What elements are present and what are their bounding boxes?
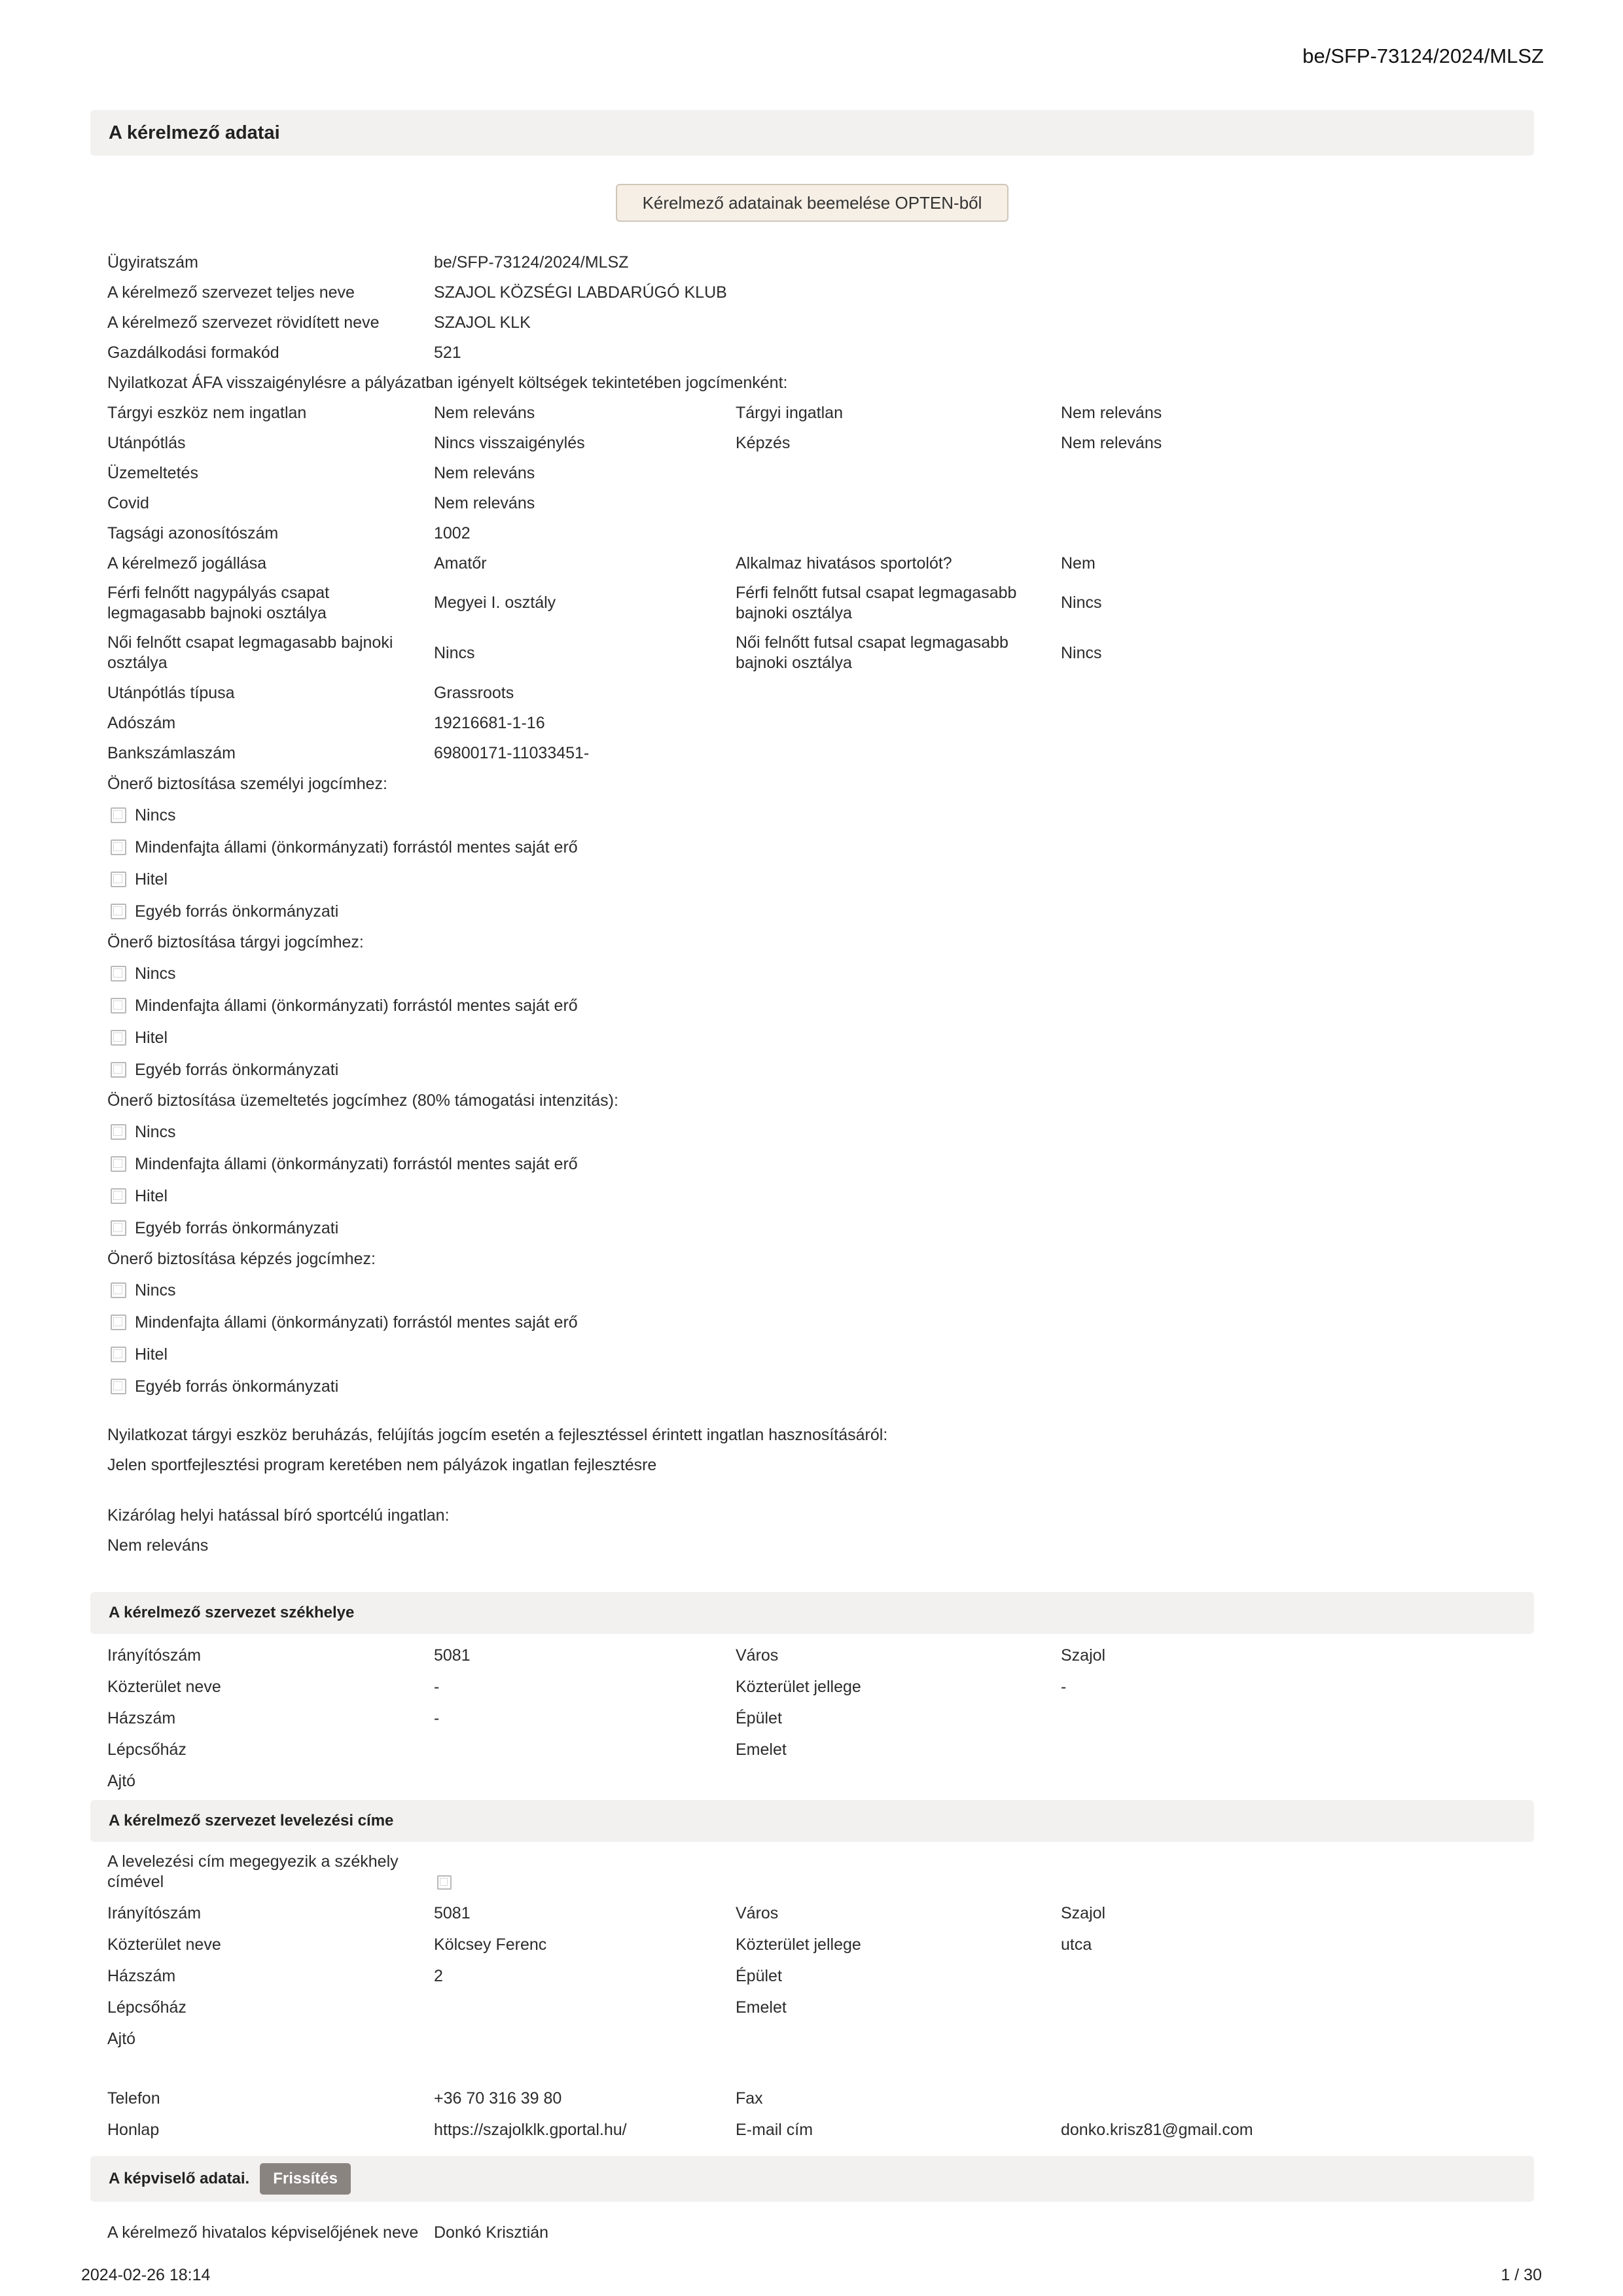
men-league-value: Megyei I. osztály bbox=[434, 593, 556, 612]
men-futsal-league-value: Nincs bbox=[1061, 593, 1102, 612]
vat-statement-heading: Nyilatkozat ÁFA visszaigénylésre a pályázatban igényelt költségek tekintetében jogcímenként: bbox=[107, 374, 788, 392]
mail-building-label: Épület bbox=[736, 1967, 782, 1985]
document-reference: be/SFP-73124/2024/MLSZ bbox=[1302, 44, 1544, 67]
own-funds-option-label: Mindenfajta állami (önkormányzati) forrástól mentes saját erő bbox=[135, 997, 578, 1015]
own-funds-option-label: Egyéb forrás önkormányzati bbox=[135, 1219, 339, 1237]
form-code-value: 521 bbox=[434, 344, 461, 362]
representative-name-label: A kérelmező hivatalos képviselőjének neve bbox=[107, 2223, 419, 2242]
vat-value: Nem releváns bbox=[434, 464, 535, 482]
own-funds-checkbox[interactable] bbox=[111, 1062, 126, 1078]
own-funds-option-label: Hitel bbox=[135, 1187, 168, 1205]
mail-street-type-label: Közterület jellege bbox=[736, 1935, 861, 1954]
form-code-label: Gazdálkodási formakód bbox=[107, 344, 279, 362]
own-funds-checkbox[interactable] bbox=[111, 998, 126, 1014]
vat-value: Nem releváns bbox=[1061, 434, 1162, 452]
own-funds-option-label: Hitel bbox=[135, 870, 168, 889]
own-funds-checkbox[interactable] bbox=[111, 904, 126, 919]
men-league-label: Férfi felnőtt nagypályás csapat legmagasabb bajnoki osztálya bbox=[107, 584, 330, 622]
own-funds-checkbox[interactable] bbox=[111, 1156, 126, 1172]
women-league-label: Női felnőtt csapat legmagasabb bajnoki osztálya bbox=[107, 633, 393, 672]
property-statement-value: Jelen sportfejlesztési program keretében nem pályázok ingatlan fejlesztésre bbox=[107, 1456, 657, 1474]
representative-title: A képviselő adatai. bbox=[109, 2170, 250, 2187]
own-funds-option-label: Hitel bbox=[135, 1029, 168, 1047]
case-number-value: be/SFP-73124/2024/MLSZ bbox=[434, 253, 629, 272]
vat-value: Nem releváns bbox=[434, 404, 535, 422]
mail-same-checkbox[interactable] bbox=[437, 1875, 452, 1890]
phone-label: Telefon bbox=[107, 2089, 160, 2108]
seat-door-label: Ajtó bbox=[107, 1772, 136, 1790]
full-name-value: SZAJOL KÖZSÉGI LABDARÚGÓ KLUB bbox=[434, 283, 727, 302]
mail-door-label: Ajtó bbox=[107, 2030, 136, 2048]
own-funds-option-label: Mindenfajta állami (önkormányzati) forrástól mentes saját erő bbox=[135, 1155, 578, 1173]
short-name-label: A kérelmező szervezet rövidített neve bbox=[107, 313, 380, 332]
seat-zip-label: Irányítószám bbox=[107, 1646, 202, 1665]
property-statement-heading: Nyilatkozat tárgyi eszköz beruházás, felújítás jogcím esetén a fejlesztéssel érintett ingatlan hasznosításáról: bbox=[107, 1426, 888, 1444]
seat-floor-label: Emelet bbox=[736, 1740, 787, 1759]
short-name-value: SZAJOL KLK bbox=[434, 313, 531, 332]
email-value: donko.krisz81@gmail.com bbox=[1061, 2121, 1253, 2139]
own-funds-checkbox[interactable] bbox=[111, 1030, 126, 1046]
own-funds-heading: Önerő biztosítása személyi jogcímhez: bbox=[107, 775, 387, 793]
website-label: Honlap bbox=[107, 2121, 160, 2139]
own-funds-option-label: Nincs bbox=[135, 964, 176, 983]
section-header-mailing: A kérelmező szervezet levelezési címe bbox=[90, 1800, 1534, 1842]
legal-status-label: A kérelmező jogállása bbox=[107, 554, 267, 573]
own-funds-checkbox[interactable] bbox=[111, 807, 126, 823]
mail-floor-label: Emelet bbox=[736, 1998, 787, 2017]
footer-datetime: 2024-02-26 18:14 bbox=[81, 2266, 211, 2284]
seat-street-label: Közterület neve bbox=[107, 1678, 221, 1696]
vat-label: Képzés bbox=[736, 434, 791, 452]
own-funds-checkbox[interactable] bbox=[111, 1379, 126, 1394]
seat-zip-value: 5081 bbox=[434, 1646, 471, 1665]
women-league-value: Nincs bbox=[434, 644, 475, 662]
vat-value: Nincs visszaigénylés bbox=[434, 434, 585, 452]
phone-value: +36 70 316 39 80 bbox=[434, 2089, 562, 2108]
seat-street-value: - bbox=[434, 1678, 440, 1696]
tax-number-value: 19216681-1-16 bbox=[434, 714, 545, 732]
seat-stair-label: Lépcsőház bbox=[107, 1740, 187, 1759]
mail-zip-label: Irányítószám bbox=[107, 1904, 202, 1922]
seat-city-label: Város bbox=[736, 1646, 779, 1665]
own-funds-option-label: Egyéb forrás önkormányzati bbox=[135, 1061, 339, 1079]
own-funds-checkbox[interactable] bbox=[111, 1347, 126, 1362]
professional-athlete-value: Nem bbox=[1061, 554, 1096, 573]
member-id-value: 1002 bbox=[434, 524, 471, 542]
refresh-button[interactable]: Frissítés bbox=[260, 2163, 351, 2195]
vat-label: Üzemeltetés bbox=[107, 464, 198, 482]
seat-house-label: Házszám bbox=[107, 1709, 176, 1727]
local-impact-value: Nem releváns bbox=[107, 1536, 209, 1555]
mail-house-label: Házszám bbox=[107, 1967, 176, 1985]
mail-street-value: Kölcsey Ferenc bbox=[434, 1935, 547, 1954]
own-funds-option-label: Egyéb forrás önkormányzati bbox=[135, 902, 339, 921]
member-id-label: Tagsági azonosítószám bbox=[107, 524, 279, 542]
section-header-representative bbox=[90, 2156, 1534, 2202]
own-funds-heading: Önerő biztosítása képzés jogcímhez: bbox=[107, 1250, 376, 1268]
section-header-applicant: A kérelmező adatai bbox=[90, 110, 1534, 156]
own-funds-option-label: Mindenfajta állami (önkormányzati) forrástól mentes saját erő bbox=[135, 1313, 578, 1332]
bank-account-value: 69800171-11033451- bbox=[434, 744, 590, 762]
section-header-seat: A kérelmező szervezet székhelye bbox=[90, 1592, 1534, 1634]
vat-label: Tárgyi eszköz nem ingatlan bbox=[107, 404, 307, 422]
seat-building-label: Épület bbox=[736, 1709, 782, 1727]
vat-label: Covid bbox=[107, 494, 149, 512]
mail-city-value: Szajol bbox=[1061, 1904, 1106, 1922]
youth-type-value: Grassroots bbox=[434, 684, 514, 702]
mail-same-label: A levelezési cím megegyezik a székhely címével bbox=[107, 1852, 399, 1891]
own-funds-checkbox[interactable] bbox=[111, 1282, 126, 1298]
legal-status-value: Amatőr bbox=[434, 554, 487, 573]
women-futsal-league-value: Nincs bbox=[1061, 644, 1102, 662]
fax-label: Fax bbox=[736, 2089, 763, 2108]
youth-type-label: Utánpótlás típusa bbox=[107, 684, 235, 702]
vat-label: Tárgyi ingatlan bbox=[736, 404, 843, 422]
own-funds-checkbox[interactable] bbox=[111, 872, 126, 887]
footer-page-number: 1 / 30 bbox=[1501, 2266, 1542, 2284]
own-funds-option-label: Nincs bbox=[135, 1281, 176, 1299]
email-label: E-mail cím bbox=[736, 2121, 813, 2139]
own-funds-checkbox[interactable] bbox=[111, 1188, 126, 1204]
vat-label: Utánpótlás bbox=[107, 434, 186, 452]
representative-name-value: Donkó Krisztián bbox=[434, 2223, 549, 2242]
own-funds-checkbox[interactable] bbox=[111, 1315, 126, 1330]
mail-stair-label: Lépcsőház bbox=[107, 1998, 187, 2017]
seat-street-type-label: Közterület jellege bbox=[736, 1678, 861, 1696]
own-funds-option-label: Hitel bbox=[135, 1345, 168, 1364]
website-value: https://szajolklk.gportal.hu/ bbox=[434, 2121, 627, 2139]
own-funds-checkbox[interactable] bbox=[111, 839, 126, 855]
vat-value: Nem releváns bbox=[1061, 404, 1162, 422]
import-opten-button[interactable]: Kérelmező adatainak beemelése OPTEN-ből bbox=[616, 184, 1008, 222]
mail-house-value: 2 bbox=[434, 1967, 443, 1985]
full-name-label: A kérelmező szervezet teljes neve bbox=[107, 283, 355, 302]
vat-value: Nem releváns bbox=[434, 494, 535, 512]
own-funds-option-label: Mindenfajta állami (önkormányzati) forrástól mentes saját erő bbox=[135, 838, 578, 857]
local-impact-heading: Kizárólag helyi hatással bíró sportcélú ingatlan: bbox=[107, 1506, 450, 1525]
own-funds-checkbox[interactable] bbox=[111, 1124, 126, 1140]
seat-street-type-value: - bbox=[1061, 1678, 1067, 1696]
mail-zip-value: 5081 bbox=[434, 1904, 471, 1922]
men-futsal-league-label: Férfi felnőtt futsal csapat legmagasabb bajnoki osztálya bbox=[736, 584, 1017, 622]
mail-street-label: Közterület neve bbox=[107, 1935, 221, 1954]
own-funds-checkbox[interactable] bbox=[111, 1220, 126, 1236]
own-funds-heading: Önerő biztosítása tárgyi jogcímhez: bbox=[107, 933, 364, 951]
seat-city-value: Szajol bbox=[1061, 1646, 1106, 1665]
case-number-label: Ügyiratszám bbox=[107, 253, 198, 272]
own-funds-heading: Önerő biztosítása üzemeltetés jogcímhez (80% támogatási intenzitás): bbox=[107, 1091, 618, 1110]
seat-house-value: - bbox=[434, 1709, 440, 1727]
professional-athlete-label: Alkalmaz hivatásos sportolót? bbox=[736, 554, 952, 573]
own-funds-option-label: Nincs bbox=[135, 1123, 176, 1141]
own-funds-option-label: Nincs bbox=[135, 806, 176, 824]
bank-account-label: Bankszámlaszám bbox=[107, 744, 236, 762]
women-futsal-league-label: Női felnőtt futsal csapat legmagasabb bajnoki osztálya bbox=[736, 633, 1008, 672]
mail-street-type-value: utca bbox=[1061, 1935, 1092, 1954]
own-funds-checkbox[interactable] bbox=[111, 966, 126, 981]
tax-number-label: Adószám bbox=[107, 714, 176, 732]
own-funds-option-label: Egyéb forrás önkormányzati bbox=[135, 1377, 339, 1396]
mail-city-label: Város bbox=[736, 1904, 779, 1922]
